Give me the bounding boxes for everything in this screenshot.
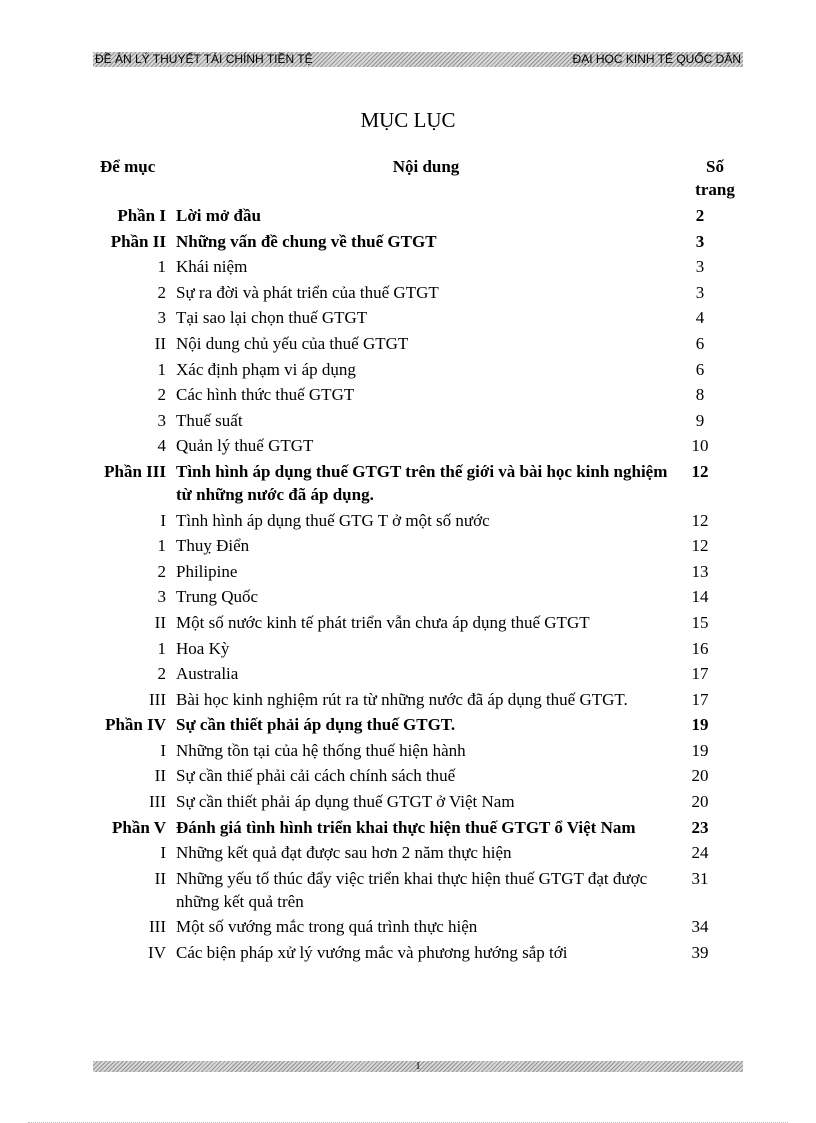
toc-section-number: 2: [157, 385, 166, 405]
toc-section-number: 3: [157, 308, 166, 328]
toc-entry-text: Philipine: [176, 561, 238, 581]
column-header-page: [690, 155, 740, 201]
toc-section-number: II: [154, 333, 166, 353]
toc-row: [0, 688, 816, 711]
toc-row: [0, 204, 816, 227]
toc-section-number: 4: [157, 436, 166, 456]
toc-page-number: 14: [691, 587, 709, 607]
toc-page-number: 19: [691, 715, 709, 735]
toc-section-number: II: [154, 612, 166, 632]
toc-entry-text: Một số vướng mắc trong quá trình thực hiện: [176, 917, 478, 937]
toc-entry-text: Các biện pháp xử lý vướng mắc và phương hướng sắp tới: [176, 943, 568, 963]
toc-row: [0, 509, 816, 532]
toc-section-number: II: [154, 868, 166, 888]
toc-page-number: 24: [691, 843, 709, 863]
toc-row: [0, 764, 816, 787]
toc-page-number: 4: [695, 308, 705, 328]
toc-section-number: 2: [157, 664, 166, 684]
toc-row: [0, 611, 816, 634]
toc-row: [0, 560, 816, 583]
toc-section-number: Phần V: [111, 817, 166, 837]
toc-entry-text: Australia: [176, 664, 239, 684]
toc-row: [0, 534, 816, 557]
toc-row: [0, 816, 816, 839]
toc-section-number: 2: [157, 561, 166, 581]
toc-entry-text: Đánh giá tình hình triển khai thực hiện thuế GTGT ổ Việt Nam: [176, 817, 636, 837]
toc-row: [0, 409, 816, 432]
toc-page-number: 15: [691, 612, 709, 632]
toc-entry-text: Những yếu tố thúc đẩy việc triển khai thực hiện thuế GTGT đạt được những kết quả trên: [176, 868, 648, 911]
toc-section-number: 1: [157, 536, 166, 556]
toc-section-number: I: [160, 740, 166, 760]
toc-section-number: 1: [157, 638, 166, 658]
toc-entry-text: Tình hình áp dụng thuế GTGT trên thế giới và bài học kinh nghiệm từ những nước đã áp dụng.: [176, 461, 668, 504]
toc-row: [0, 383, 816, 406]
toc-page-number: 6: [695, 333, 705, 353]
toc-row: [0, 637, 816, 660]
toc-page-number: 20: [691, 766, 709, 786]
column-header-page-line1: Số: [706, 157, 724, 176]
column-header-section: Để mục: [100, 157, 156, 176]
toc-entry-text: Các hình thức thuế GTGT: [176, 385, 355, 405]
toc-entry-text: Sự cần thiết phải áp dụng thuế GTGT.: [176, 715, 456, 735]
toc-row: [0, 230, 816, 253]
toc-entry-text: Những kết quả đạt được sau hơn 2 năm thực hiện: [176, 843, 512, 863]
toc-entry-text: Khái niệm: [176, 257, 248, 277]
toc-entry-text: Tình hình áp dụng thuế GTG T ở một số nước: [176, 510, 490, 530]
toc-section-number: 3: [157, 587, 166, 607]
toc-entry-text: Thuỵ Điển: [176, 536, 250, 556]
toc-row: [0, 434, 816, 457]
toc-page-number: 10: [691, 436, 709, 456]
toc-row: [0, 585, 816, 608]
toc-entry-text: Lời mở đầu: [176, 206, 261, 225]
toc-entry-text: Trung Quốc: [176, 587, 259, 607]
toc-row: [0, 941, 816, 964]
toc-section-number: III: [149, 917, 166, 937]
toc-section-number: III: [149, 689, 166, 709]
toc-page-number: 34: [691, 917, 709, 937]
toc-page-number: 31: [691, 868, 709, 888]
page-number: 1: [415, 1060, 421, 1072]
toc-section-number: Phần II: [110, 231, 166, 251]
toc-page-number: 16: [691, 638, 709, 658]
toc-entry-text: Thuế suất: [176, 410, 243, 430]
toc-row: [0, 281, 816, 304]
toc-section-number: 1: [157, 257, 166, 277]
toc-entry-text: Một số nước kinh tế phát triển vẫn chưa áp dụng thuế GTGT: [176, 612, 590, 632]
toc-page-number: 2: [695, 206, 705, 225]
toc-entry-text: Xác định phạm vi áp dụng: [176, 359, 356, 379]
toc-page-number: 6: [695, 359, 705, 379]
toc-page-number: 13: [691, 561, 709, 581]
toc-section-number: I: [160, 843, 166, 863]
toc-row: [0, 255, 816, 278]
toc-row: [0, 867, 816, 913]
toc-row: [0, 713, 816, 736]
toc-page-number: 23: [691, 817, 709, 837]
toc-entry-text: Bài học kinh nghiệm rút ra từ những nước đã áp dụng thuế GTGT.: [176, 689, 628, 709]
toc-entry-text: Sự cần thiết phải áp dụng thuế GTGT ở Việt Nam: [176, 792, 515, 812]
header-right-text: ĐẠI HỌC KINH TẾ QUỐC DÂN: [572, 52, 741, 66]
page-footer: [93, 1061, 743, 1072]
toc-row: [0, 306, 816, 329]
toc-section-number: Phần IV: [105, 715, 166, 735]
toc-section-number: 2: [157, 282, 166, 302]
toc-section-number: III: [149, 792, 166, 812]
toc-row: [0, 358, 816, 381]
toc-page-number: 12: [691, 461, 709, 481]
toc-page-number: 9: [695, 410, 705, 430]
toc-page-number: 3: [695, 257, 705, 277]
toc-page-number: 17: [691, 664, 709, 684]
toc-row: [0, 915, 816, 938]
toc-entry-text: Hoa Kỳ: [176, 638, 230, 658]
toc-page-number: 8: [695, 385, 705, 405]
column-header-page-line2: trang: [695, 180, 735, 199]
toc-entry-text: Quản lý thuế GTGT: [176, 436, 314, 456]
toc-section-number: 1: [157, 359, 166, 379]
toc-row: [0, 790, 816, 813]
toc-page-number: 17: [691, 689, 709, 709]
toc-page-number: 20: [691, 792, 709, 812]
table-of-contents: [0, 204, 816, 967]
toc-entry-text: Nội dung chủ yếu của thuế GTGT: [176, 333, 409, 353]
header-left-text: ĐỀ ÁN LÝ THUYẾT TÀI CHÍNH TIỀN TỆ: [95, 52, 313, 66]
toc-entry-text: Sự ra đời và phát triển của thuế GTGT: [176, 282, 439, 302]
toc-page-number: 3: [695, 282, 705, 302]
toc-entry-text: Những vấn đề chung về thuế GTGT: [176, 231, 437, 251]
toc-page-number: 12: [691, 510, 709, 530]
toc-row: [0, 739, 816, 762]
toc-row: [0, 332, 816, 355]
toc-page-number: 39: [691, 943, 709, 963]
toc-entry-text: Sự cần thiế phải cải cách chính sách thuế: [176, 766, 456, 786]
toc-section-number: Phần I: [117, 206, 166, 225]
toc-row: [0, 841, 816, 864]
toc-page-number: 3: [695, 231, 705, 251]
toc-section-number: II: [154, 766, 166, 786]
toc-entry-text: Những tồn tại của hệ thống thuế hiện hành: [176, 740, 466, 760]
toc-row: [0, 460, 816, 506]
toc-section-number: Phần III: [104, 461, 166, 481]
toc-section-number: 3: [157, 410, 166, 430]
toc-page-number: 12: [691, 536, 709, 556]
page-title: MỤC LỤC: [360, 108, 456, 132]
toc-section-number: I: [160, 510, 166, 530]
column-header-content: Nội dung: [392, 157, 460, 176]
toc-page-number: 19: [691, 740, 709, 760]
toc-row: [0, 662, 816, 685]
toc-entry-text: Tại sao lại chọn thuế GTGT: [176, 308, 368, 328]
toc-section-number: IV: [148, 943, 166, 963]
page-header: [93, 52, 743, 67]
